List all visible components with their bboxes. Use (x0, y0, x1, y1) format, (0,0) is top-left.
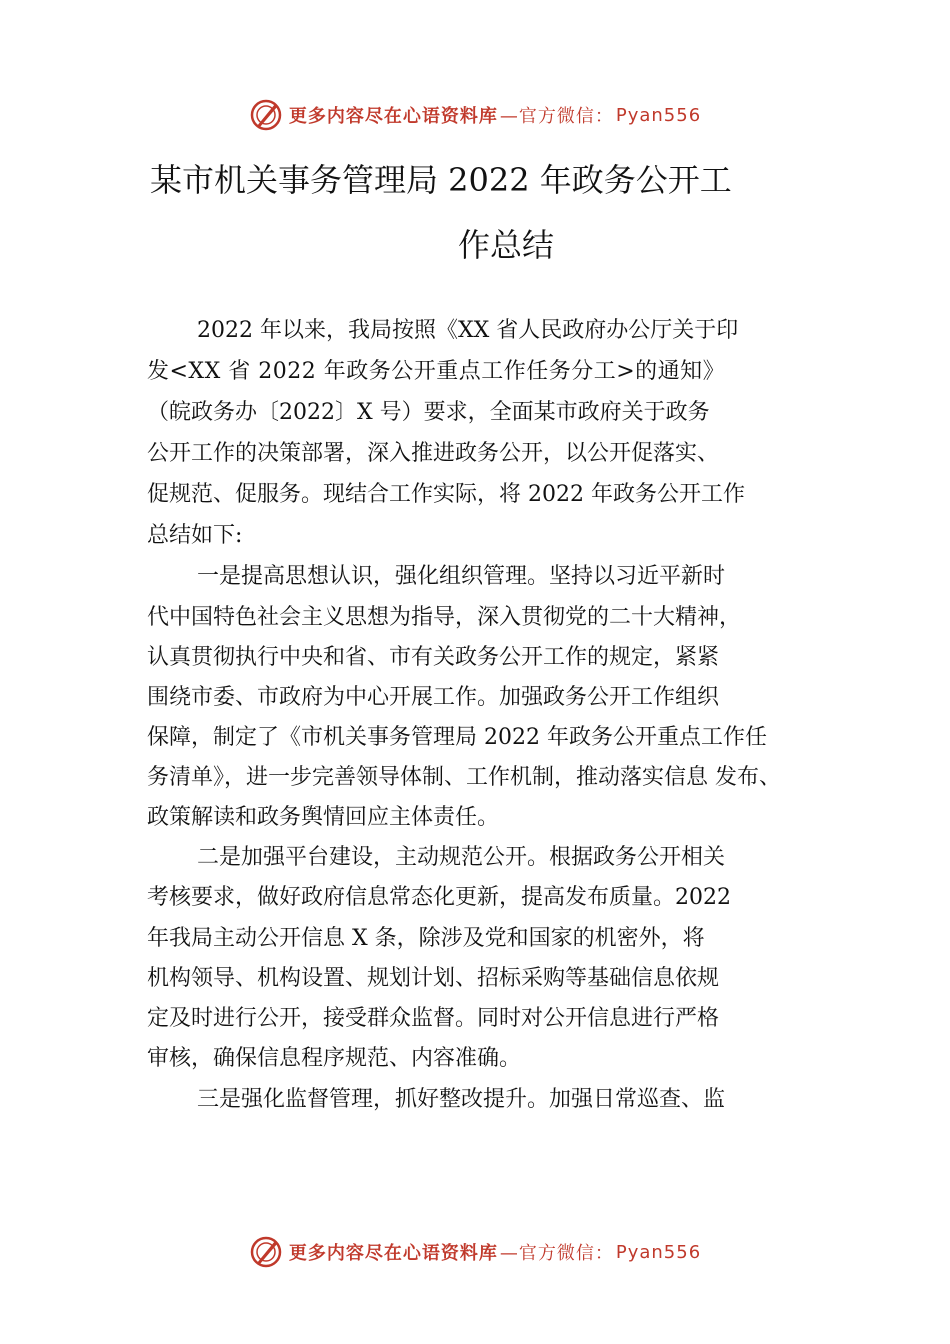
body-line: 认真贯彻执行中央和省、市有关政务公开工作的规定，紧紧 (147, 645, 720, 670)
watermark-separator-text: —官方微信： (499, 1243, 614, 1264)
body-line: 政策解读和政务舆情回应主体责任。 (147, 805, 500, 830)
body-line: 务清单》，进一步完善领导体制、工作机制，推动落实信息 发布、 (147, 765, 781, 790)
body-line: 一是提高思想认识，强化组织管理。坚持以习近平新时 (197, 564, 726, 589)
body-line: 二是加强平台建设，主动规范公开。根据政务公开相关 (197, 845, 726, 870)
body-line: 围绕市委、市政府为中心开展工作。加强政务公开工作组织 (147, 685, 720, 710)
body-line: （皖政务办〔2022〕X 号）要求，全面某市政府关于政务 (147, 400, 710, 425)
body-line: 2022 年以来，我局按照《XX 省人民政府办公厅关于印 (197, 318, 739, 343)
body-line: 促规范、促服务。现结合工作实际，将 2022 年政务公开工作 (147, 482, 745, 507)
body-line: 代中国特色社会主义思想为指导，深入贯彻党的二十大精神， (147, 605, 742, 630)
watermark-wechat-id: Pyan556 (615, 1241, 702, 1263)
watermark-footer (0, 1232, 950, 1272)
body-line: 三是强化监督管理，抓好整改提升。加强日常巡查、监 (197, 1087, 726, 1112)
watermark-main-text: 更多内容尽在心语资料库 (288, 1243, 498, 1264)
document-title-line-2: 作总结 (458, 226, 555, 264)
body-line: 考核要求，做好政府信息常态化更新，提高发布质量。2022 (147, 885, 731, 910)
watermark-separator-text: —官方微信： (499, 106, 614, 127)
body-line: 审核，确保信息程序规范、内容准确。 (147, 1046, 522, 1071)
body-line: 公开工作的决策部署，深入推进政务公开，以公开促落实、 (147, 441, 720, 466)
body-line: 机构领导、机构设置、规划计划、招标采购等基础信息依规 (147, 966, 720, 991)
body-line: 保障，制定了《市机关事务管理局 2022 年政务公开重点工作任 (147, 725, 767, 750)
body-line: 年我局主动公开信息 X 条，除涉及党和国家的机密外，将 (147, 926, 705, 951)
document-title-line-1: 某市机关事务管理局 2022 年政务公开工 (150, 161, 732, 199)
quill-logo-icon (249, 98, 283, 132)
quill-logo-icon (249, 1235, 283, 1269)
watermark-wechat-id: Pyan556 (615, 104, 702, 126)
body-line: 定及时进行公开，接受群众监督。同时对公开信息进行严格 (147, 1006, 720, 1031)
body-line: 总结如下: (147, 523, 243, 548)
watermark-main-text: 更多内容尽在心语资料库 (288, 106, 498, 127)
watermark-header (0, 95, 950, 135)
body-line: 发<XX 省 2022 年政务公开重点工作任务分工>的通知》 (147, 359, 726, 384)
